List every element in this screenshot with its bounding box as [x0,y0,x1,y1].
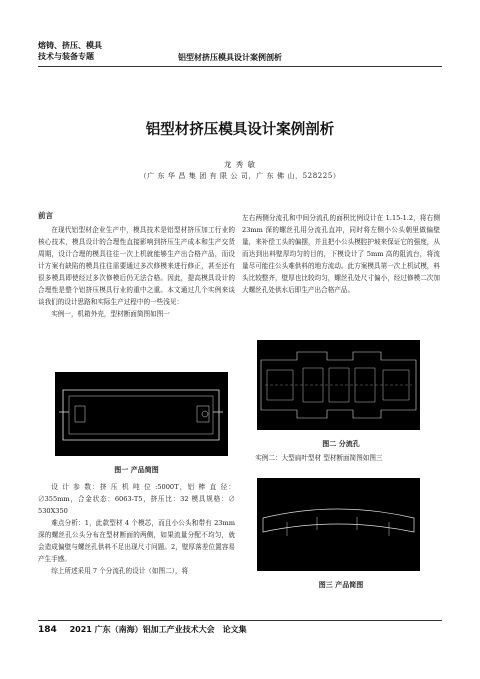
header-topic-line2: 技术与装备专题 [38,52,94,61]
paragraph: 实例一，机箱外壳，型材断面简图如图一 [51,310,170,318]
header-topic [38,40,102,62]
figure-1-caption: 图一 产品简图 [114,466,159,474]
paragraph: 设 计 参 数：挤 压 机 吨 位 :5000T，铝 棒 直 径：∅355mm，合金状态：6063-T5，挤压比：32 模具规格：∅ 530X350 [38,483,235,515]
author: 龙 秀 敏 [223,160,257,169]
paragraph: 难点分析：1，此款型材 4 个模芯，而且小公头和带有 23mm 深的螺丝孔公头分布在型材断面的两侧，如果流量分配不均匀，就会造成偏壁与螺丝孔供料不足出现尺寸问题。2，壁厚落差位置容易产生手感。 [38,519,235,563]
figure-2-porthole-design [257,340,420,430]
paragraph: 左右两侧分流孔和中间分流孔的面积比例设计在 1.15-1.2，将右侧 23mm 深的螺丝孔用分流孔直冲，同时将左侧小公头朝里做偏壁量，来补偿工头的偏摆，并且把小公头模腔护坡来保证它的强度，从而达到出料壁厚均匀的目的，下模设计了 5mm 高的阻流台，将流量尽可能往公头难供料的地方流动。此方案模具第一次上机试模，料头比较整齐，壁厚也比较均匀，螺丝孔处尺寸偏小，经过修模二次加大螺丝孔处供水后即生产出合格产品。 [242,214,440,294]
footer-proceedings-title: 2021 广东（南海）铝加工产业技术大会 论文集 [69,625,247,634]
header-running-title: 铝型材挤压模具设计案例剖析 [178,53,282,62]
column-right-text [242,212,440,296]
column-right-text-lower [242,452,440,464]
page-title: 铝型材挤压模具设计案例剖析 [145,122,335,138]
paragraph: 在现代铝型材企业生产中，模具技术是铝型材挤压加工行业的核心技术，模具设计的合理性直接影响到挤压生产成本和生产交货周期，设计合理的模具往往一次上机就能够生产出合格产品，而设计方案有缺陷的模具往往需要通过多次修模来进行修正，甚至还有很多模具即使经过多次修模后仍无法合格。因此，提高模具设计的合理性是整个铝挤压模具行业的重中之重。本文通过几个实例来谈谈我们的设计思路和实际生产过程中的一些浅见： [38,226,235,306]
header-topic-line1: 熔铸、挤压、模具 [38,41,102,50]
figure-2-caption: 图二 分流孔 [322,440,360,448]
figure-2-drawing [257,340,420,430]
paragraph: 实例二：大型扁叶型材 型材断面简图如图三 [255,454,383,462]
header-rule [38,66,442,67]
affiliation: （广 东 华 昌 集 团 有 限 公 司，广 东 佛 山，528225） [139,172,341,180]
footer [38,624,247,635]
figure-3-caption: 图三 产品简图 [318,581,364,589]
column-left-text-lower [38,481,235,577]
section-heading-preface: 前言 [38,211,53,220]
footer-rule [38,620,442,621]
figure-1-drawing [55,372,228,456]
figure-3-drawing [257,478,420,571]
paragraph: 综上所述采用 7 个分流孔的设计（如图二），将 [51,567,189,575]
column-left-text [38,224,235,320]
figure-1-product-sketch [55,372,228,456]
page-number: 184 [38,625,57,635]
figure-3-product-sketch [257,478,420,571]
